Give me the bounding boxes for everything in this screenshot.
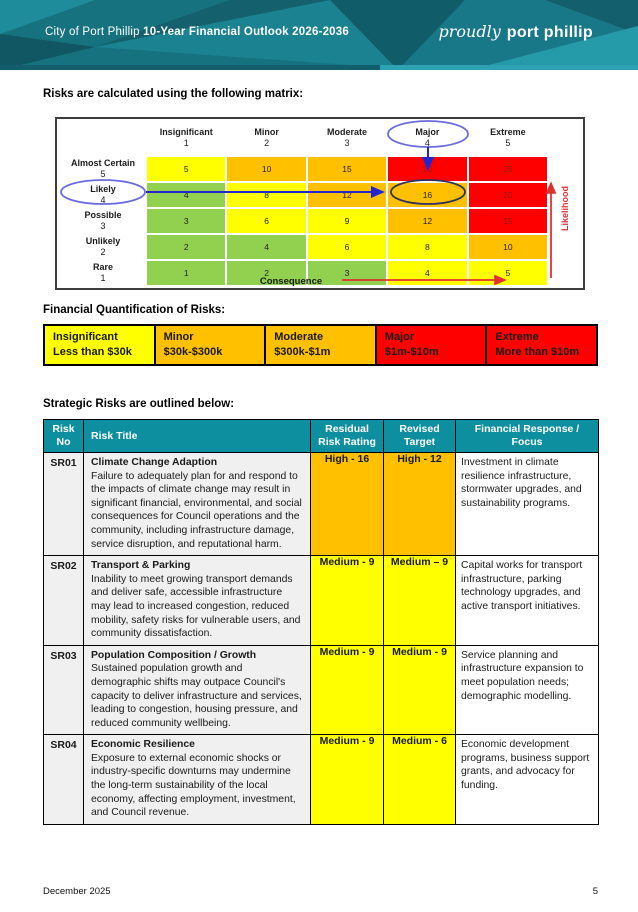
financial-response: Investment in climate resilience infrastructure, stormwater upgrades, and sustainability programs. <box>456 453 599 556</box>
quant-cell-moderate: Moderate $300k-$1m <box>266 326 377 364</box>
matrix-cell: 2 <box>227 261 305 285</box>
matrix-cell: 3 <box>147 209 225 233</box>
matrix-cell: 12 <box>308 183 386 207</box>
matrix-col-insignificant: Insignificant 1 <box>159 127 213 148</box>
risk-title: Economic Resilience <box>91 739 195 751</box>
residual-rating: Medium - 9 <box>311 556 384 646</box>
matrix-cell: 15 <box>308 157 386 181</box>
risk-description: Inability to meet growing transport demands and deliver safe, accessible infrastructure may lead to increased congestion, reduced mobility, safety risks for vulnerable users, and community dissatisfaction. <box>91 573 301 640</box>
strategic-header-row <box>44 420 599 453</box>
risk-title-cell <box>84 645 311 735</box>
matrix-cell: 10 <box>469 235 547 259</box>
matrix-cell: 2 <box>147 235 225 259</box>
matrix-cell: 20 <box>388 157 466 181</box>
table-row-sr01 <box>44 453 599 556</box>
footer-page-number: 5 <box>592 886 598 897</box>
matrix-cell: 10 <box>227 157 305 181</box>
matrix-cell: 15 <box>469 209 547 233</box>
matrix-col-extreme: Extreme 5 <box>490 127 526 148</box>
matrix-cell: 4 <box>388 261 466 285</box>
risk-no: SR04 <box>44 735 84 825</box>
risk-title-cell <box>84 453 311 556</box>
matrix-cell: 5 <box>469 261 547 285</box>
matrix-cell: 4 <box>147 183 225 207</box>
residual-rating: High - 16 <box>311 453 384 556</box>
matrix-x-axis-label: Consequence <box>259 276 323 287</box>
header-revised: Revised Target <box>384 420 456 453</box>
quant-cell-extreme: Extreme More than $10m <box>487 326 596 364</box>
quant-cell-minor: Minor $30k-$300k <box>156 326 267 364</box>
risk-no: SR03 <box>44 645 84 735</box>
matrix-col-moderate: Moderate 3 <box>327 127 368 148</box>
header-risk-no: Risk No <box>44 420 84 453</box>
matrix-row-unlikely: Unlikely 2 2 4 6 8 10 <box>61 235 547 259</box>
header-response: Financial Response / Focus <box>456 420 599 453</box>
document-title-bold: 10-Year Financial Outlook 2026-2036 <box>143 26 349 38</box>
matrix-row-possible: Possible 3 3 6 9 12 15 <box>61 209 547 233</box>
logo-script-text: proudly <box>438 22 501 41</box>
residual-rating: Medium - 9 <box>311 645 384 735</box>
matrix-cell: 8 <box>227 183 305 207</box>
matrix-cell: 25 <box>469 157 547 181</box>
residual-rating: Medium - 9 <box>311 735 384 825</box>
risk-description: Failure to adequately plan for and respond to the impacts of climate change may result in significant financial, environmental, and social consequences for Council operations and the community, including infrastructure damage, service disruption, and reputational harm. <box>91 470 302 550</box>
financial-response: Capital works for transport infrastructure, parking technology upgrades, and active transport initiatives. <box>456 556 599 646</box>
risk-title: Climate Change Adaption <box>91 457 218 468</box>
matrix-cell: 1 <box>147 261 225 285</box>
document-title-prefix: City of Port Phillip <box>45 26 140 38</box>
quant-cell-major: Major $1m-$10m <box>377 326 488 364</box>
matrix-cell: 4 <box>227 235 305 259</box>
risk-no: SR01 <box>44 453 84 556</box>
risk-matrix <box>55 117 585 290</box>
risk-title: Transport & Parking <box>91 560 191 572</box>
matrix-row-likely: Likely 4 4 8 12 16 20 <box>61 183 547 207</box>
matrix-cell: 3 <box>308 261 386 285</box>
table-row-sr02 <box>44 556 599 646</box>
revised-target: Medium – 9 <box>384 556 456 646</box>
quant-cell-insignificant: Insignificant Less than $30k <box>45 326 156 364</box>
matrix-cell-highlighted: 16 <box>388 183 466 207</box>
matrix-cell: 9 <box>308 209 386 233</box>
matrix-col-major: Major 4 <box>415 127 440 148</box>
quantification-heading: Financial Quantification of Risks: <box>43 304 226 316</box>
financial-response: Service planning and infrastructure expansion to meet population needs; demographic modelling. <box>456 645 599 735</box>
financial-response: Economic development programs, business support grants, and advocacy for funding. <box>456 735 599 825</box>
header-risk-title: Risk Title <box>84 420 311 453</box>
risk-description: Sustained population growth and demographic shifts may outpace Council's capacity to deliver infrastructure and services, leading to congestion, housing pressure, and reduced community wellbeing. <box>91 663 302 729</box>
risk-no: SR02 <box>44 556 84 646</box>
matrix-cell: 5 <box>147 157 225 181</box>
revised-target: High - 12 <box>384 453 456 556</box>
logo-brand-text: port phillip <box>506 24 593 41</box>
strategic-heading: Strategic Risks are outlined below: <box>43 398 235 410</box>
matrix-cell: 8 <box>388 235 466 259</box>
table-row-sr04 <box>44 735 599 825</box>
revised-target: Medium - 9 <box>384 645 456 735</box>
matrix-row-almost-certain: Almost Certain 5 5 10 15 20 25 <box>61 157 547 181</box>
financial-quantification-table <box>43 324 598 366</box>
risk-description: Exposure to external economic shocks or industry-specific downturns may undermine the long-term sustainability of the local economy, affecting employment, investment, and Council revenue. <box>91 752 296 819</box>
port-phillip-logo <box>439 22 593 42</box>
table-row-sr03 <box>44 645 599 735</box>
matrix-cell: 20 <box>469 183 547 207</box>
matrix-col-minor: Minor 2 <box>254 127 279 148</box>
risk-title: Population Composition / Growth <box>91 649 257 661</box>
strategic-risks-table <box>43 419 599 825</box>
matrix-cell: 12 <box>388 209 466 233</box>
matrix-cell: 6 <box>227 209 305 233</box>
revised-target: Medium - 6 <box>384 735 456 825</box>
matrix-y-axis-label: Likelihood <box>560 186 570 231</box>
page-header-banner <box>0 0 638 70</box>
matrix-row-rare: Rare 1 1 2 3 4 5 <box>61 261 547 285</box>
risk-title-cell <box>84 556 311 646</box>
document-title <box>45 26 349 38</box>
matrix-section-heading: Risks are calculated using the following matrix: <box>43 88 304 100</box>
risk-title-cell <box>84 735 311 825</box>
matrix-cell: 6 <box>308 235 386 259</box>
header-residual: Residual Risk Rating <box>311 420 384 453</box>
footer-date: December 2025 <box>43 886 111 897</box>
matrix-column-headers <box>61 124 547 152</box>
